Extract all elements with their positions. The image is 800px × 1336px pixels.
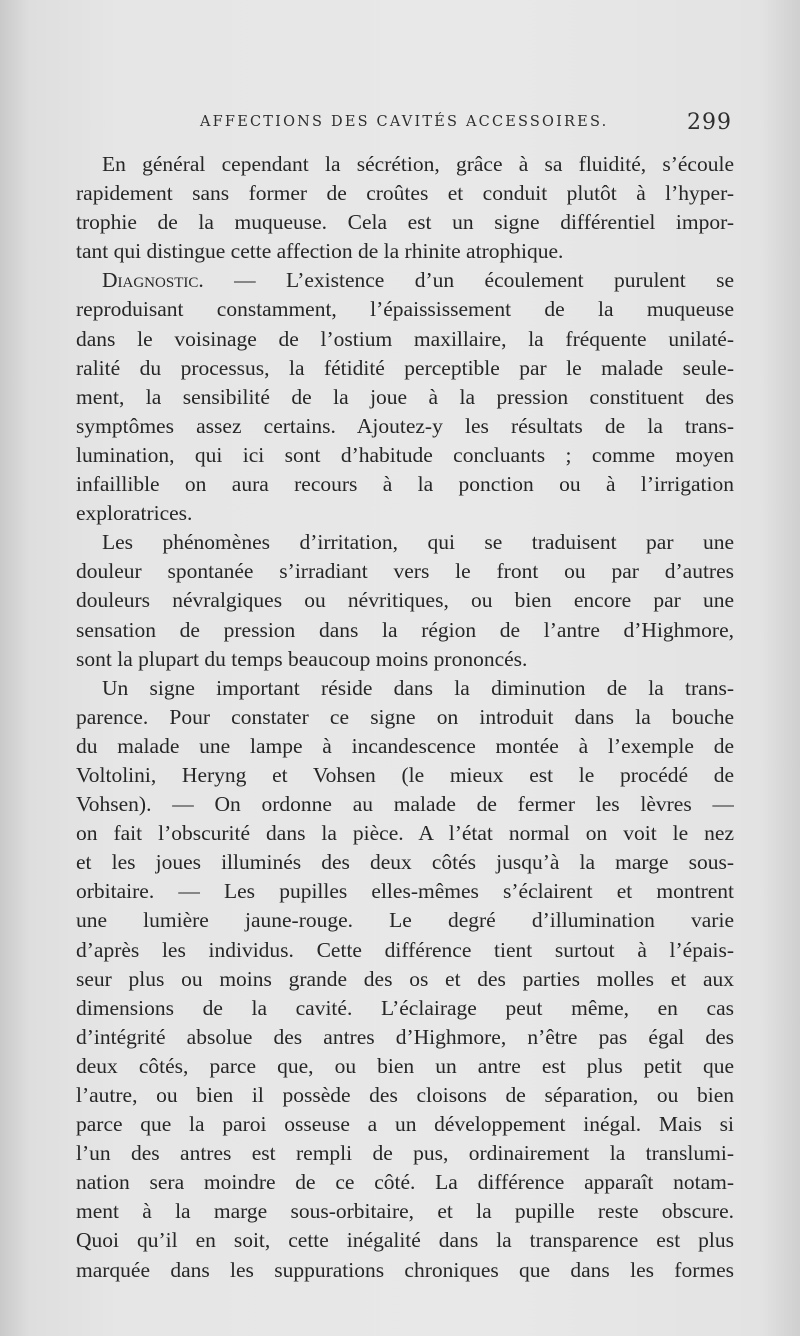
text-line [76,877,734,906]
line-text: une lumière jaune-rouge. Le degré d’illumination varie [76,908,734,933]
line-text: l’un des antres est rempli de pus, ordinairement la translumi- [76,1141,734,1166]
running-head [200,110,740,140]
text-line [76,1256,734,1285]
text-line [76,645,734,674]
text-line [76,1052,734,1081]
text-line [76,1168,734,1197]
text-line [76,761,734,790]
line-text: Quoi qu’il en soit, cette inégalité dans la transparence est plus [76,1228,734,1253]
line-text: Un signe important réside dans la diminution de la trans- [102,675,734,700]
line-text: ment à la marge sous-orbitaire, et la pupille reste obscure. [76,1199,734,1224]
text-line [76,383,734,412]
text-line [76,616,734,645]
line-text: sont la plupart du temps beaucoup moins prononcés. [76,646,528,671]
line-text: douleurs névralgiques ou névritiques, ou bien encore par une [76,588,734,613]
line-text: trophie de la muqueuse. Cela est un signe différentiel impor- [76,210,734,235]
text-line [76,732,734,761]
text-line [76,528,734,557]
line-text: Voltolini, Heryng et Vohsen (le mieux est le procédé de [76,762,734,787]
text-line [76,325,734,354]
text-line [76,819,734,848]
line-text: lumination, qui ici sont d’habitude concluants ; comme moyen [76,442,734,467]
text-line [76,1197,734,1226]
running-title: AFFECTIONS DES CAVITÉS ACCESSOIRES. [200,114,609,130]
text-line [76,1110,734,1139]
text-line [76,1139,734,1168]
line-text: sensation de pression dans la région de l’antre d’Highmore, [76,617,734,642]
line-text: marquée dans les suppurations chroniques que dans les formes [76,1257,734,1282]
text-line [76,674,734,703]
text-line [76,441,734,470]
page-number: 299 [687,110,732,135]
text-line [76,1226,734,1255]
line-text: Les phénomènes d’irritation, qui se traduisent par une [102,530,734,555]
text-line [76,179,734,208]
line-text: ralité du processus, la fétidité perceptible par le malade seule- [76,355,734,380]
line-text: rapidement sans former de croûtes et conduit plutôt à l’hyper- [76,181,734,206]
text-line [76,994,734,1023]
text-line [76,237,734,266]
line-text: d’après les individus. Cette différence tient surtout à l’épais- [76,937,734,962]
line-text: exploratrices. [76,501,193,526]
line-text: seur plus ou moins grande des os et des parties molles et aux [76,966,734,991]
text-line [76,936,734,965]
text-line [76,906,734,935]
line-text: Vohsen). — On ordonne au malade de fermer les lèvres — [76,792,734,817]
line-text: douleur spontanée s’irradiant vers le front ou par d’autres [76,559,734,584]
text-line [76,354,734,383]
line-text: d’intégrité absolue des antres d’Highmore, n’être pas égal des [76,1024,734,1049]
text-line [76,1081,734,1110]
line-text: tant qui distingue cette affection de la rhinite atrophique. [76,239,564,264]
text-line [76,848,734,877]
line-text: du malade une lampe à incandescence montée à l’exemple de [76,733,734,758]
text-line [76,266,734,295]
line-text: l’autre, ou bien il possède des cloisons de séparation, ou bien [76,1083,734,1107]
text-line [76,470,734,499]
line-text: nation sera moindre de ce côté. La différence apparaît notam- [76,1170,734,1195]
text-line [76,412,734,441]
text-line [76,557,734,586]
line-text: En général cependant la sécrétion, grâce à sa fluidité, s’écoule [102,152,734,176]
line-text: parce que la paroi osseuse a un développement inégal. Mais si [76,1112,734,1137]
line-text: — L’existence d’un écoulement purulent se [203,268,734,293]
text-line [76,586,734,615]
text-line [76,499,734,528]
text-line [76,295,734,324]
text-line [76,965,734,994]
line-text: dimensions de la cavité. L’éclairage peut même, en cas [76,995,734,1020]
line-text: orbitaire. — Les pupilles elles-mêmes s’éclairent et montrent [76,879,734,904]
body-text [76,150,734,1285]
section-heading: Diagnostic. [102,268,204,293]
text-line [76,790,734,819]
text-line [76,1023,734,1052]
line-text: symptômes assez certains. Ajoutez-y les résultats de la trans- [76,413,734,438]
line-text: dans le voisinage de l’ostium maxillaire, la fréquente unilaté- [76,326,734,351]
line-text: ment, la sensibilité de la joue à la pression constituent des [76,384,734,409]
text-line [76,150,734,179]
text-line [76,703,734,732]
line-text: et les joues illuminés des deux côtés jusqu’à la marge sous- [76,850,734,875]
line-text: reproduisant constamment, l’épaississement de la muqueuse [76,297,734,322]
line-text: on fait l’obscurité dans la pièce. A l’état normal on voit le nez [76,821,734,846]
line-text: deux côtés, parce que, ou bien un antre est plus petit que [76,1053,734,1078]
line-text: infaillible on aura recours à la ponction ou à l’irrigation [76,472,734,497]
text-line [76,208,734,237]
line-text: parence. Pour constater ce signe on introduit dans la bouche [76,704,734,729]
